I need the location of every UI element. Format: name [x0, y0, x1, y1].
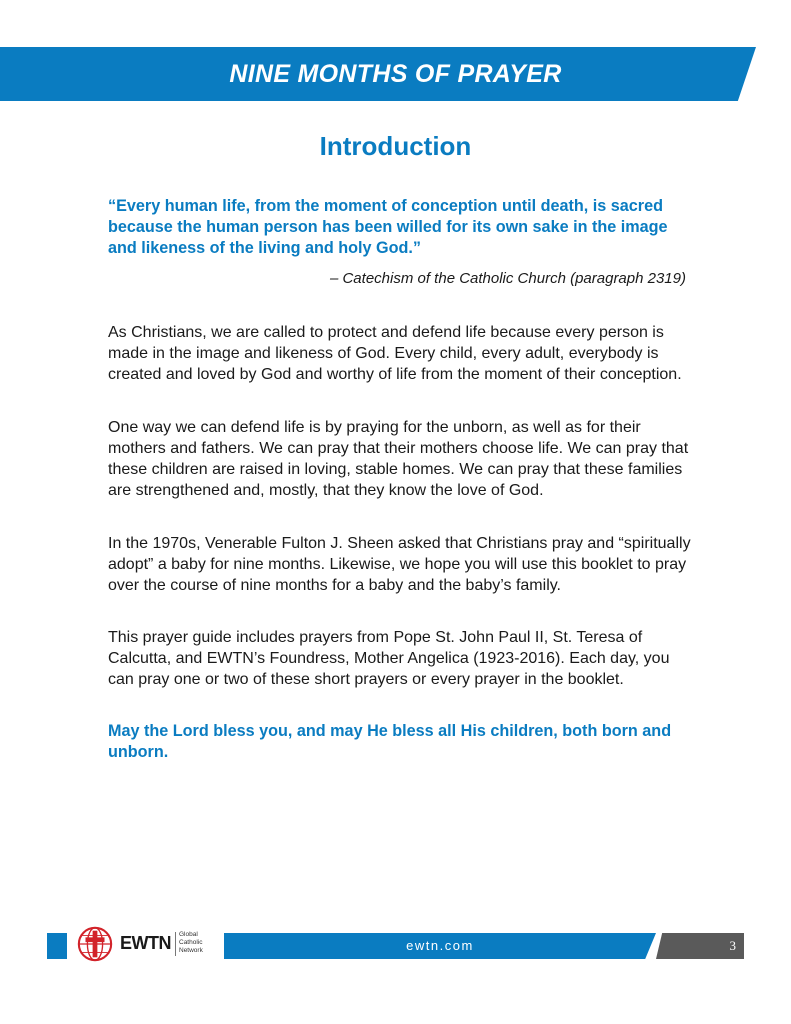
banner-title: NINE MONTHS OF PRAYER [229, 60, 562, 88]
page-heading: Introduction [319, 131, 472, 161]
ewtn-logo[interactable] [73, 922, 223, 966]
logo-divider [175, 932, 176, 956]
paragraph: This prayer guide includes prayers from Pope St. John Paul II, St. Teresa of Calcutta, and EWTN’s Foundress, Mother Angelica (1923-2016). Each day, you can pray one or two of these short prayers or every prayer in the booklet. [108, 629, 670, 688]
footer-accent-square [47, 933, 67, 959]
footer-url-link[interactable]: ewtn.com [406, 938, 474, 953]
globe-cross-icon [76, 925, 114, 963]
page-number: 3 [729, 938, 736, 953]
closing-blessing: May the Lord bless you, and may He bless all His children, both born and unborn. [108, 722, 672, 761]
paragraph: One way we can defend life is by praying for the unborn, as well as for their mothers and fathers. We can pray that their mothers choose life. We can pray that these children are raised in loving, stable homes. We can pray that these families are strengthened and, mostly, that they know the love of God. [108, 419, 689, 499]
catechism-quote: “Every human life, from the moment of conception until death, is sacred because the human person has been willed for its own sake in the image and likeness of the living and holy God.” [108, 197, 668, 257]
logo-name: EWTN [120, 933, 171, 953]
paragraph: As Christians, we are called to protect and defend life because every person is made in the image and likeness of God. Every child, every adult, everybody is created and loved by God and worthy of life from the moment of their conception. [108, 324, 682, 383]
quote-attribution: – Catechism of the Catholic Church (paragraph 2319) [329, 270, 686, 287]
logo-tagline: Global Catholic Network [179, 931, 203, 954]
paragraph: In the 1970s, Venerable Fulton J. Sheen asked that Christians pray and “spiritually adopt” a baby for nine months. Likewise, we hope you will use this booklet to pray over the course of nine months for a baby and the baby’s family. [108, 535, 691, 594]
